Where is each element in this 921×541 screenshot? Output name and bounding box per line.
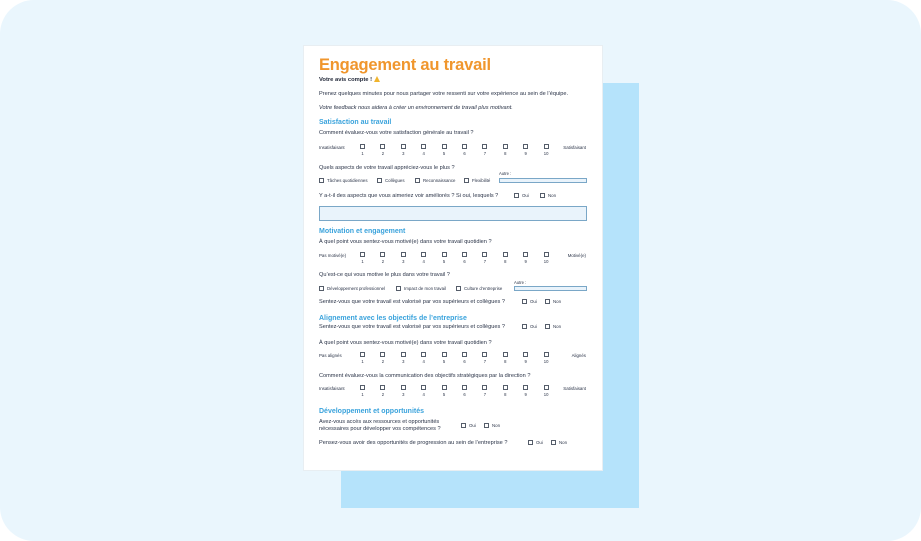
- rating-number: 2: [381, 392, 385, 397]
- option-label: Collègues: [385, 178, 405, 183]
- rating-checkbox[interactable]: [523, 144, 528, 149]
- yes-option[interactable]: [522, 324, 537, 329]
- checkbox[interactable]: [522, 324, 527, 329]
- question-motivation-level: À quel point vous sentez-vous motivé(e) dans votre travail quotidien ?: [319, 239, 492, 245]
- option-label: Oui: [530, 324, 537, 329]
- option-label: Non: [548, 193, 557, 198]
- option-label: Oui: [530, 299, 537, 304]
- rating-number: 3: [402, 259, 405, 264]
- section-title-alignment: Alignement avec les objectifs de l’entreprise: [319, 315, 467, 322]
- rating-number: 7: [483, 151, 487, 156]
- rating-number: 2: [381, 359, 385, 364]
- scale-right-label: Satisfaisant: [563, 145, 586, 150]
- option-label: Oui: [522, 193, 529, 198]
- form-title: Engagement au travail: [319, 56, 491, 74]
- other-input[interactable]: [514, 286, 587, 291]
- rating-number: 2: [381, 151, 385, 156]
- scale-left-label: Pas motivé(e): [319, 253, 347, 258]
- rating-checkbox[interactable]: [503, 144, 508, 149]
- option-label: Oui: [469, 423, 476, 428]
- other-label: Autre :: [514, 280, 527, 285]
- rating-number: 6: [463, 151, 466, 156]
- checkbox[interactable]: [540, 193, 545, 198]
- option-label: Non: [559, 440, 568, 445]
- option-label: Non: [553, 299, 562, 304]
- no-option[interactable]: [484, 423, 500, 428]
- option-culture[interactable]: [456, 286, 502, 291]
- checkbox[interactable]: [545, 299, 550, 304]
- rating-checkbox[interactable]: [360, 352, 365, 357]
- rating-checkbox[interactable]: [401, 352, 406, 357]
- other-input[interactable]: [499, 178, 587, 183]
- checkbox[interactable]: [514, 193, 519, 198]
- scale-right-label: Alignés: [571, 353, 586, 358]
- rating-number: 5: [442, 151, 446, 156]
- scale-left-label: Pas alignés: [319, 353, 342, 358]
- option-developpement[interactable]: [319, 286, 385, 291]
- rating-number: 10: [543, 151, 549, 156]
- rating-checkbox[interactable]: [462, 385, 467, 390]
- rating-checkbox[interactable]: [380, 385, 385, 390]
- rating-number: 5: [442, 392, 446, 397]
- rating-checkbox[interactable]: [544, 144, 549, 149]
- checkbox[interactable]: [456, 286, 461, 291]
- option-collegues[interactable]: [377, 178, 405, 183]
- rating-number: 6: [463, 359, 466, 364]
- rating-number: 7: [483, 392, 487, 397]
- rating-number: 3: [402, 359, 405, 364]
- rating-checkbox[interactable]: [442, 352, 447, 357]
- rating-checkbox[interactable]: [523, 252, 528, 257]
- rating-number: 8: [504, 151, 507, 156]
- rating-checkbox[interactable]: [442, 252, 447, 257]
- rating-checkbox[interactable]: [523, 385, 528, 390]
- question-resources-line1: Avez-vous accès aux ressources et opportunités: [319, 419, 440, 425]
- rating-checkbox[interactable]: [421, 352, 426, 357]
- question-valued: Sentez-vous que votre travail est valorisé par vos supérieurs et collègues ?: [319, 299, 505, 305]
- rating-checkbox[interactable]: [360, 144, 365, 149]
- form-intro: Prenez quelques minutes pour nous partager votre ressenti sur votre expérience au sein de l’équipe.: [319, 91, 569, 97]
- rating-number: 4: [422, 392, 425, 397]
- rating-checkbox[interactable]: [380, 352, 385, 357]
- option-label: Développement professionnel: [327, 286, 386, 291]
- survey-form-sheet: [304, 46, 602, 470]
- checkbox[interactable]: [528, 440, 533, 445]
- rating-checkbox[interactable]: [421, 252, 426, 257]
- question-valued-2: Sentez-vous que votre travail est valorisé par vos supérieurs et collègues ?: [319, 324, 505, 330]
- rating-number: 6: [463, 259, 466, 264]
- rating-number: 10: [543, 259, 549, 264]
- rating-number: 8: [504, 359, 507, 364]
- rating-number: 7: [483, 259, 487, 264]
- rating-checkbox[interactable]: [544, 385, 549, 390]
- rating-checkbox[interactable]: [401, 385, 406, 390]
- no-option[interactable]: [545, 299, 561, 304]
- rating-checkbox[interactable]: [401, 144, 406, 149]
- no-option[interactable]: [540, 193, 556, 198]
- rating-checkbox[interactable]: [360, 252, 365, 257]
- rating-number: 2: [381, 259, 385, 264]
- rating-number: 7: [483, 359, 487, 364]
- rating-number: 8: [504, 259, 507, 264]
- rating-checkbox[interactable]: [482, 385, 487, 390]
- option-taches[interactable]: [319, 178, 368, 183]
- rating-checkbox[interactable]: [380, 252, 385, 257]
- rating-checkbox[interactable]: [462, 252, 467, 257]
- rating-checkbox[interactable]: [503, 252, 508, 257]
- rating-number: 8: [504, 392, 507, 397]
- rating-checkbox[interactable]: [544, 252, 549, 257]
- rating-checkbox[interactable]: [523, 352, 528, 357]
- rating-checkbox[interactable]: [421, 144, 426, 149]
- option-label: Flexibilité: [472, 178, 491, 183]
- rating-checkbox[interactable]: [503, 385, 508, 390]
- rating-number: 1: [361, 151, 364, 156]
- form-intro-italic: Votre feedback nous aidera à créer un environnement de travail plus motivant.: [319, 105, 513, 111]
- scale-left-label: Insatisfaisant: [319, 145, 345, 150]
- question-progression: Pensez-vous avoir des opportunités de progression au sein de l’entreprise ?: [319, 440, 508, 446]
- no-option[interactable]: [545, 324, 561, 329]
- rating-checkbox[interactable]: [503, 352, 508, 357]
- rating-number: 10: [543, 392, 549, 397]
- option-flexibilite[interactable]: [464, 178, 490, 183]
- section-title-motivation: Motivation et engagement: [319, 228, 406, 235]
- scale-left-label: Insatisfaisant: [319, 386, 345, 391]
- rating-number: 4: [422, 151, 425, 156]
- rating-checkbox[interactable]: [442, 144, 447, 149]
- no-option[interactable]: [551, 440, 567, 445]
- rating-number: 5: [442, 359, 446, 364]
- rating-checkbox[interactable]: [360, 385, 365, 390]
- other-label: Autre :: [499, 171, 512, 176]
- rating-number: 1: [361, 359, 364, 364]
- warning-icon: [374, 76, 380, 82]
- question-improvements: Y a-t-il des aspects que vous aimeriez voir améliorés ? Si oui, lesquels ?: [319, 193, 499, 199]
- option-label: Impact de mon travail: [404, 286, 446, 291]
- rating-checkbox[interactable]: [442, 385, 447, 390]
- rating-checkbox[interactable]: [544, 352, 549, 357]
- rating-number: 9: [524, 259, 527, 264]
- option-label: Non: [553, 324, 562, 329]
- option-label: Tâches quotidiennes: [327, 178, 368, 183]
- checkbox[interactable]: [415, 178, 420, 183]
- rating-number: 5: [442, 259, 446, 264]
- section-title-development: Développement et opportunités: [319, 408, 425, 415]
- option-reconnaissance[interactable]: [415, 178, 455, 183]
- option-label: Non: [492, 423, 501, 428]
- option-impact[interactable]: [396, 286, 446, 291]
- rating-checkbox[interactable]: [482, 352, 487, 357]
- rating-number: 9: [524, 359, 527, 364]
- rating-checkbox[interactable]: [380, 144, 385, 149]
- option-label: Reconnaissance: [423, 178, 456, 183]
- rating-checkbox[interactable]: [462, 352, 467, 357]
- yes-option[interactable]: [522, 299, 537, 304]
- rating-number: 1: [361, 259, 364, 264]
- scale-right-label: Motivé(e): [567, 253, 586, 258]
- form-subtitle-text: Votre avis compte !: [319, 77, 373, 83]
- checkbox[interactable]: [319, 178, 324, 183]
- question-motivation-source: Qu’est-ce qui vous motive le plus dans votre travail ?: [319, 272, 450, 278]
- rating-number: 6: [463, 392, 466, 397]
- checkbox[interactable]: [319, 286, 324, 291]
- section-title-satisfaction: Satisfaction au travail: [319, 119, 392, 126]
- scale-right-label: Satisfaisant: [563, 386, 586, 391]
- rating-number: 3: [402, 392, 405, 397]
- option-label: Oui: [536, 440, 543, 445]
- rating-number: 9: [524, 151, 527, 156]
- checkbox[interactable]: [396, 286, 401, 291]
- improvements-textarea[interactable]: [319, 206, 587, 221]
- form-subtitle: [319, 76, 380, 84]
- checkbox[interactable]: [551, 440, 556, 445]
- rating-number: 9: [524, 392, 527, 397]
- checkbox[interactable]: [545, 324, 550, 329]
- rating-checkbox[interactable]: [462, 144, 467, 149]
- question-alignment-level: À quel point vous sentez-vous motivé(e) dans votre travail quotidien ?: [319, 340, 492, 346]
- checkbox[interactable]: [464, 178, 469, 183]
- checkbox[interactable]: [461, 423, 466, 428]
- question-resources-line2: nécessaires pour développer vos compétences ?: [319, 426, 441, 432]
- rating-checkbox[interactable]: [421, 385, 426, 390]
- question-aspects-liked: Quels aspects de votre travail appréciez-vous le plus ?: [319, 165, 455, 171]
- question-communication: Comment évaluez-vous la communication des objectifs stratégiques par la direction ?: [319, 373, 531, 379]
- rating-number: 4: [422, 359, 425, 364]
- yes-option[interactable]: [528, 440, 543, 445]
- rating-number: 4: [422, 259, 425, 264]
- yes-option[interactable]: [514, 193, 529, 198]
- checkbox[interactable]: [484, 423, 489, 428]
- option-label: Culture d’entreprise: [464, 286, 503, 291]
- rating-checkbox[interactable]: [401, 252, 406, 257]
- yes-option[interactable]: [461, 423, 476, 428]
- rating-checkbox[interactable]: [482, 252, 487, 257]
- checkbox[interactable]: [522, 299, 527, 304]
- rating-number: 3: [402, 151, 405, 156]
- rating-number: 1: [361, 392, 364, 397]
- rating-number: 10: [543, 359, 549, 364]
- question-satisfaction-general: Comment évaluez-vous votre satisfaction générale au travail ?: [319, 130, 474, 136]
- checkbox[interactable]: [377, 178, 382, 183]
- rating-checkbox[interactable]: [482, 144, 487, 149]
